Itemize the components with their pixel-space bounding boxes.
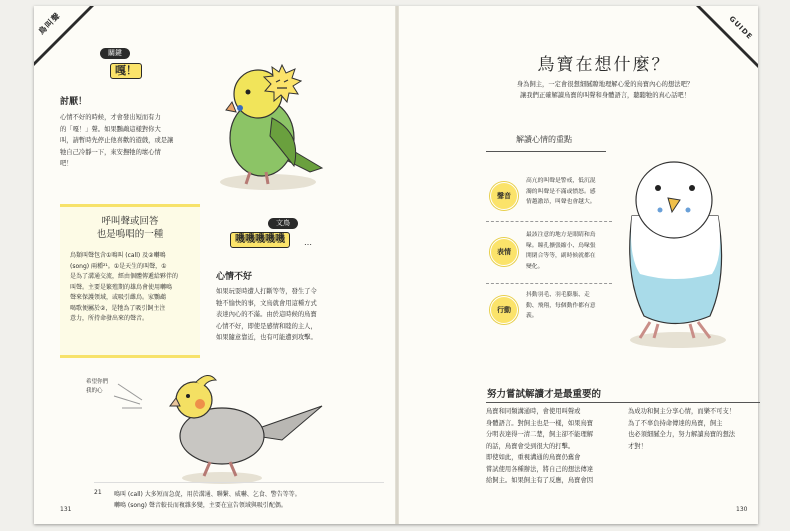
chirp-label: 嘰嘰嘰嘰嘰 xyxy=(230,232,290,248)
point-action-text: 抖動羽毛、羽毛膨脹、走 動、飛翔，每個動作都有意 義。 xyxy=(526,292,596,319)
box-text: 鳥類叫聲包含①鳴叫 (call) 及②囀鳴 (song) 兩種²¹。①是天生的叫聲，① 是為了溝通交流，經由個體傳遞給夥伴的 叫聲。主要是繁殖期的雄鳥會使用囀鳴 聲來保護領域，或吸引雌鳥。家鸚鵡 喝歌便屬於②，是牠為了吸引飼主注 意力，所持命發出來的聲音。 xyxy=(70,252,179,322)
heading-annoyed: 討厭！ xyxy=(60,97,88,107)
exclamation-label: 嘎！ xyxy=(110,63,142,79)
point-expression-text: 最該注意的地方是眼睛和鳥 喙。瞳孔擴張縮小、鳥喙張 開閉合等等，副時候就都在 變化。 xyxy=(526,232,596,270)
paragraph-bad-mood: 如果玩耍時遭人打斷等等，發生了令 牠不愉快的事，文鳥就會用這種方式 表達內心的不滿。由於這時候的鳥寶 心情不好，即使是感情和睦的主人， 如果隨意靠近，也有可能遭到攻擊。 xyxy=(216,288,317,341)
box-title-2: 也是鳴唱的一種 xyxy=(96,229,164,240)
tag-java-sparrow: 文鳥 xyxy=(268,218,298,229)
footnote: 鳴叫 (call) 大多短而急促，用於溝通、聯繫、威嚇、乞食、警告等等。 囀鳴 (song) 聲音較長而複雜多變，主要在宣告領域與吸引配偶。 xyxy=(114,491,301,509)
book-gutter xyxy=(395,6,399,524)
page-title: 鳥寶在想什麼？ xyxy=(537,55,671,75)
corner-label-right: GUIDE xyxy=(727,14,755,42)
angry-burst-icon xyxy=(262,64,302,104)
paragraph-annoyed: 心情不好的時候，才會發出短而有力 的「嘎！」聲。如果鸚鵡這樣對你大 叫，請暫時先停止他喜歡的遊戲，或是讓 牠自己冷靜一下，來安撫牠的壞心情 吧！ xyxy=(60,114,174,167)
speech-bubble: 希望你們 我的心 xyxy=(86,379,109,394)
heading-bad-mood: 心情不好 xyxy=(216,272,253,282)
book-spread xyxy=(34,6,758,524)
blue-budgie-illustration xyxy=(614,156,734,351)
info-box-song xyxy=(60,204,200,358)
point-action-badge: 行動 xyxy=(490,296,518,324)
page-number-left: 131 xyxy=(60,506,72,513)
cockatiel-illustration xyxy=(112,374,352,486)
section-heading-effort: 努力嘗試解讀才是最重要的 xyxy=(487,389,602,400)
chirp-dots: … xyxy=(304,238,312,247)
page-subtitle: 身為飼主，一定會很想細膩瞭地理解心愛的鳥寶內心的想法吧？ 讓我們正確解讀鳥寶的叫聲和身體語言，聽聽牠的真心話吧！ xyxy=(516,81,694,99)
box-title-1: 呼叫聲或回答 xyxy=(101,216,159,227)
section-heading-reading-mood: 解讀心情的重點 xyxy=(516,135,572,144)
point-sound-text: 高亢的叫聲是警戒，低沉混 濁的叫聲是不滿或憤怒。感 情越激昂，叫聲也會越大。 xyxy=(526,178,596,205)
point-sound-badge: 聲音 xyxy=(490,182,518,210)
corner-label-left: 鳥叫聲 xyxy=(36,10,63,37)
footnote-number: 21 xyxy=(94,489,102,496)
body-column-1: 鳥寶和同類溝通時，會使用叫聲或 身體語言。對飼主也是一樣，如果鳥寶 分明表達得一清二楚，飼主卻不能理解 的話，鳥寶會受到很大的打擊。 即使如此，重視溝通的鳥寶仍舊會 嘗試使用各種辦法，將自己的想法傳達 給飼主。如果飼主有了反應，鳥寶會因 xyxy=(486,408,594,484)
body-column-2: 為成功和飼主分享心情，而樂不可支！ 為了不辜負持命傳達的鳥寶，飼主 也必須細膩全力，努力解讀鳥寶的想法 才對！ xyxy=(628,408,736,450)
tag-keyword: 關鍵 xyxy=(100,48,130,59)
point-expression-badge: 表情 xyxy=(490,238,518,266)
page-number-right: 130 xyxy=(736,506,748,513)
